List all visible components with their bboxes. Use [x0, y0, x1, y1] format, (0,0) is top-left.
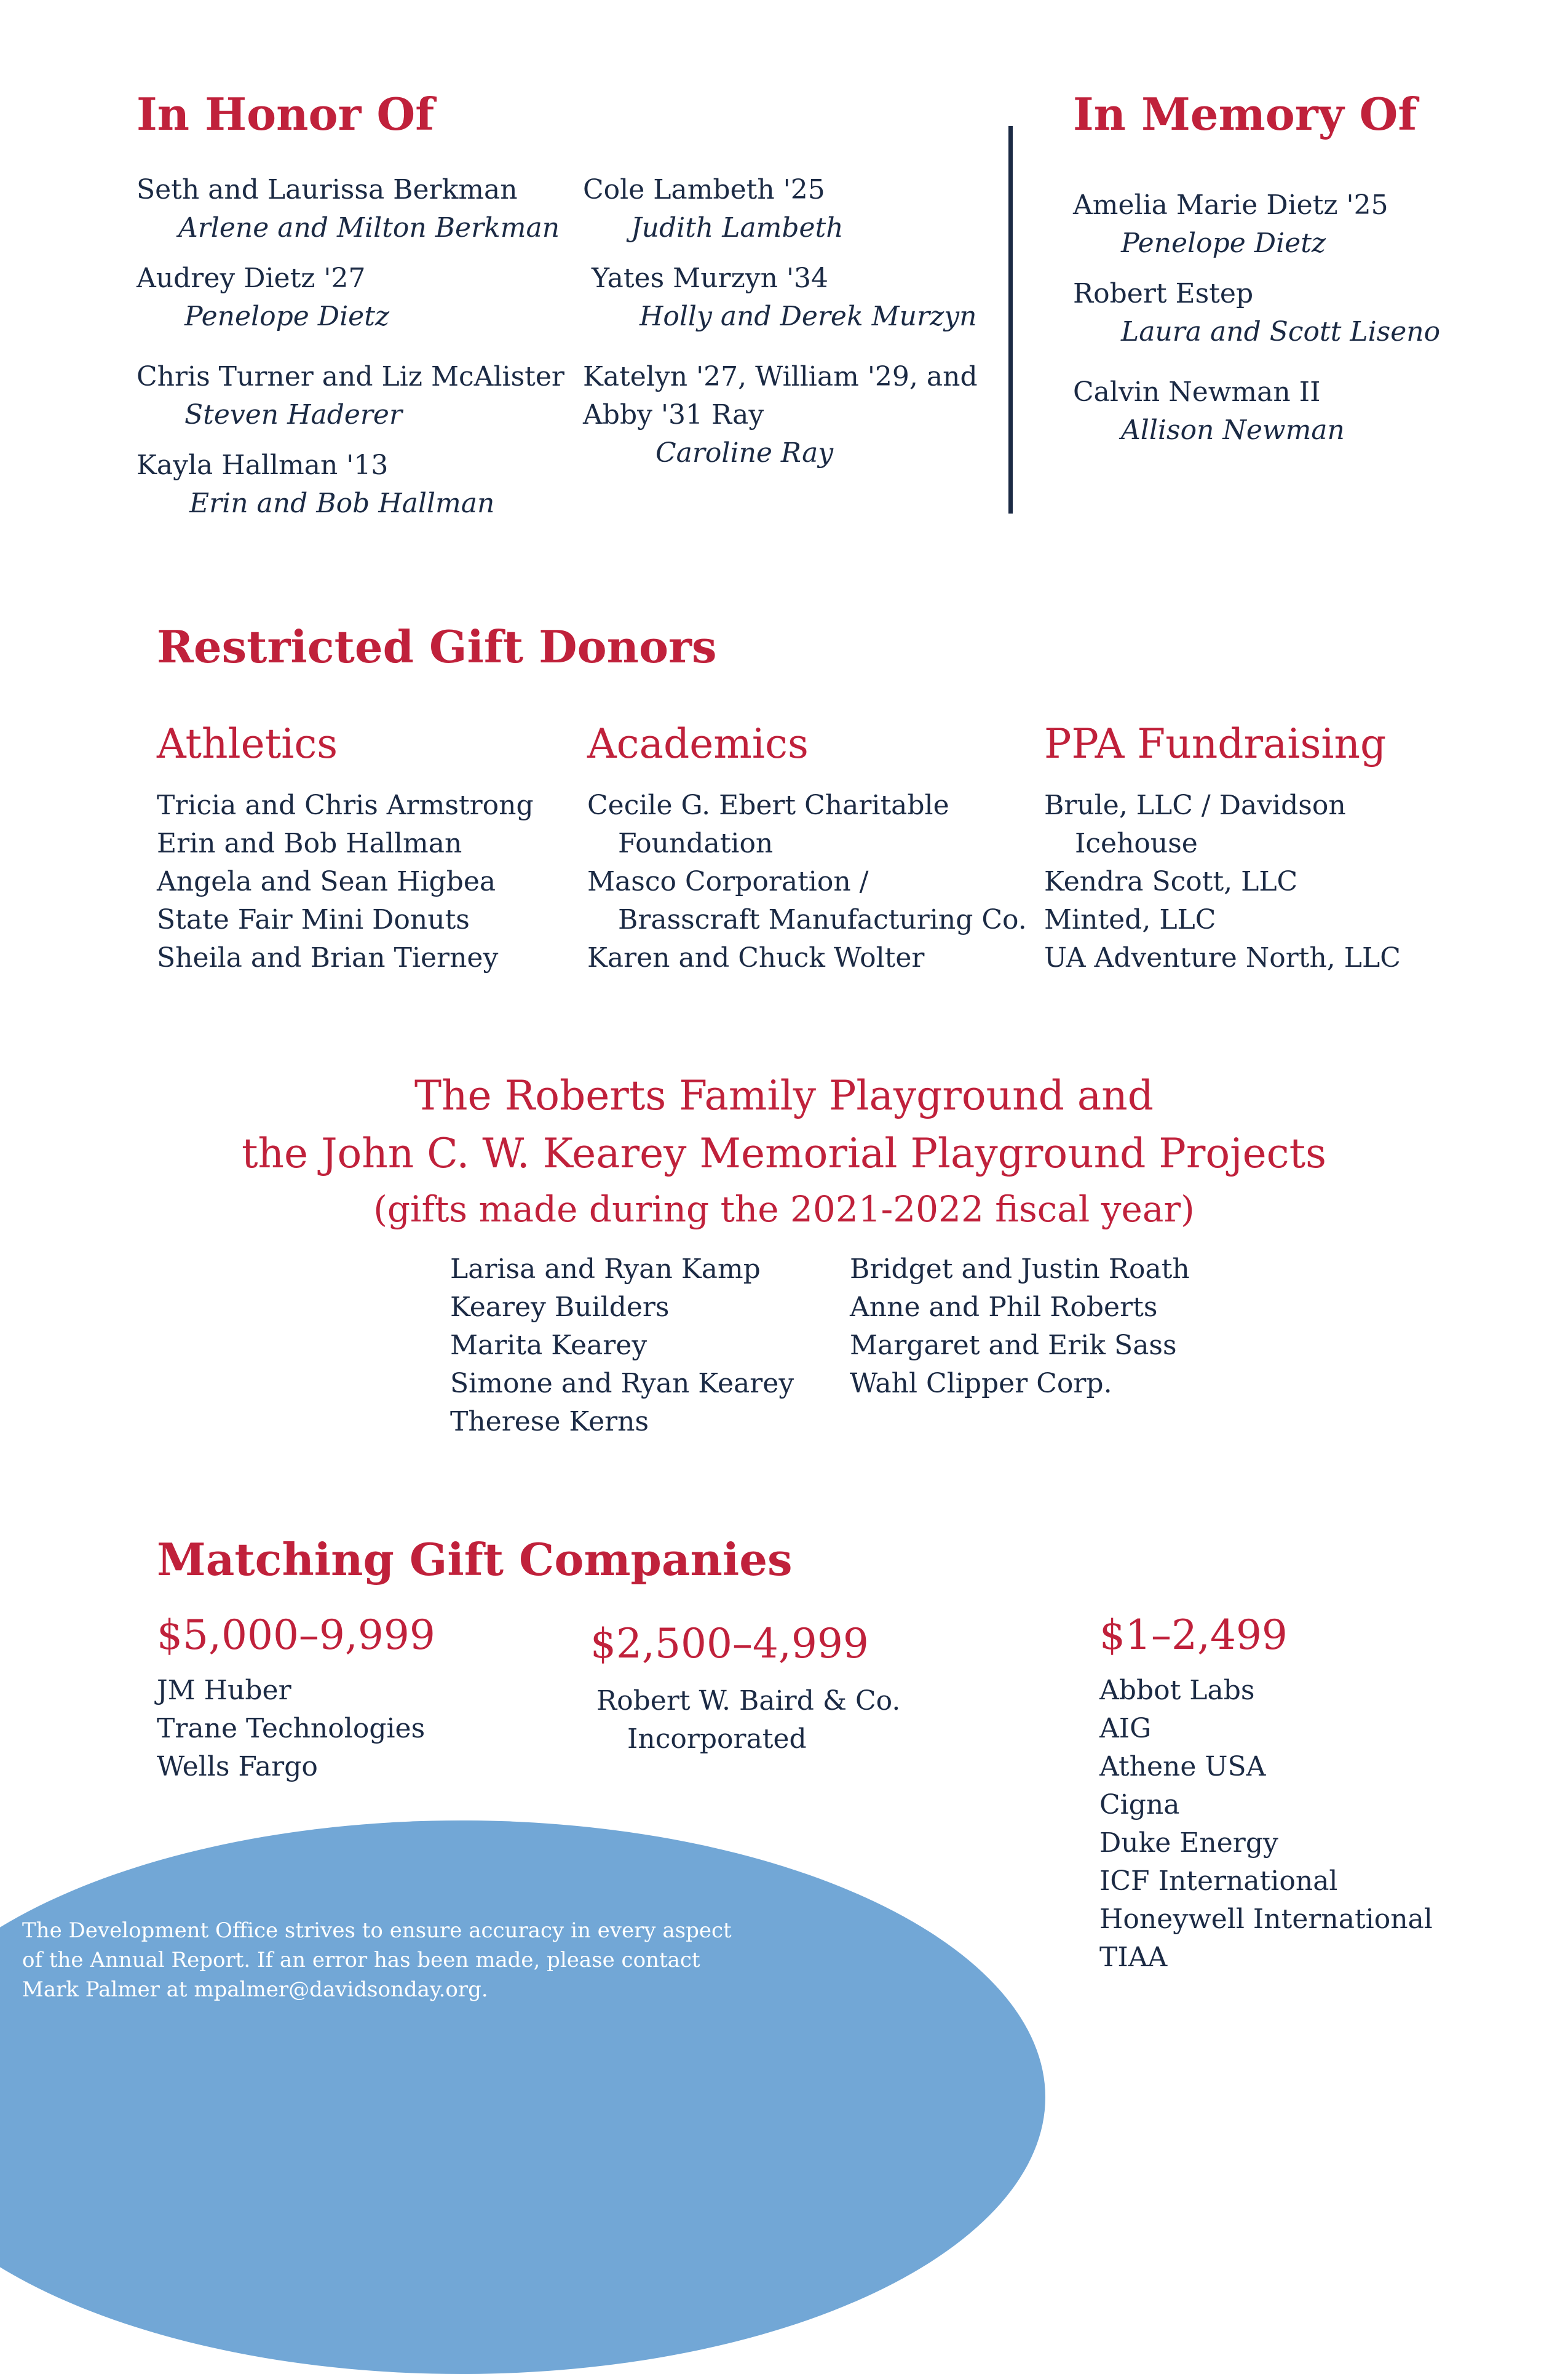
- honoree-name: Yates Murzyn '34: [592, 263, 829, 294]
- donor-name: Therese Kerns: [450, 1406, 649, 1437]
- remembered-by: Penelope Dietz: [1121, 228, 1326, 259]
- playground-title-line-2: the John C. W. Kearey Memorial Playground Projects: [242, 1130, 1326, 1177]
- memorial-name: Amelia Marie Dietz '25: [1073, 189, 1388, 221]
- company-name: Cigna: [1099, 1789, 1180, 1820]
- donor-name: Anne and Phil Roberts: [850, 1292, 1158, 1323]
- donor-name-cont: Brasscraft Manufacturing Co.: [618, 904, 1027, 935]
- academics-heading: Academics: [587, 720, 809, 768]
- playground-column-1: [450, 1250, 794, 1441]
- remembered-by: Allison Newman: [1121, 415, 1345, 446]
- donor-name: Simone and Ryan Kearey: [450, 1368, 794, 1399]
- memorial-name: Calvin Newman II: [1073, 376, 1321, 408]
- honor-heading: In Honor Of: [137, 88, 435, 140]
- tier-2-heading: $2,500–4,999: [590, 1620, 869, 1667]
- donor-name-cont: Foundation: [618, 828, 774, 859]
- donor-name: Marita Kearey: [450, 1330, 647, 1361]
- company-name-cont: Incorporated: [627, 1723, 807, 1755]
- donor-name: Kearey Builders: [450, 1292, 670, 1323]
- donor-name: Brule, LLC / Davidson: [1044, 790, 1346, 821]
- donor-name: Sheila and Brian Tierney: [157, 942, 499, 974]
- honored-by: Holly and Derek Murzyn: [639, 301, 977, 332]
- athletics-list: [157, 787, 534, 977]
- company-name: AIG: [1099, 1713, 1152, 1744]
- restricted-heading: Restricted Gift Donors: [157, 621, 717, 673]
- ppa-list: [1044, 787, 1401, 977]
- section-divider: [1008, 126, 1013, 514]
- honor-column-2: [583, 171, 978, 472]
- honor-column-1: [137, 171, 564, 523]
- matching-heading: Matching Gift Companies: [157, 1533, 793, 1586]
- donor-name: Bridget and Justin Roath: [850, 1253, 1190, 1285]
- company-name: Wells Fargo: [157, 1751, 318, 1782]
- playground-heading: [0, 1067, 1568, 1236]
- donor-name: Masco Corporation /: [587, 866, 869, 897]
- donor-name: Tricia and Chris Armstrong: [157, 790, 534, 821]
- honoree-name: Cole Lambeth '25: [583, 174, 825, 205]
- donor-name: Cecile G. Ebert Charitable: [587, 790, 949, 821]
- donor-name: Wahl Clipper Corp.: [850, 1368, 1112, 1399]
- footer-line-2: of the Annual Report. If an error has been made, please contact: [22, 1948, 700, 1972]
- memory-list: [1073, 186, 1440, 450]
- donor-name-cont: Icehouse: [1075, 828, 1198, 859]
- tier-2-list: [596, 1682, 900, 1758]
- honoree-name-cont: Abby '31 Ray: [583, 399, 764, 431]
- company-name: Trane Technologies: [157, 1713, 426, 1744]
- honoree-name: Katelyn '27, William '29, and: [583, 361, 978, 392]
- donor-name: Karen and Chuck Wolter: [587, 942, 925, 974]
- donor-name: State Fair Mini Donuts: [157, 904, 470, 935]
- footer-line-3: Mark Palmer at mpalmer@davidsonday.org.: [22, 1977, 488, 2002]
- company-name: TIAA: [1099, 1942, 1168, 1973]
- company-name: Abbot Labs: [1099, 1675, 1255, 1706]
- footer-note: [22, 1916, 732, 2004]
- honored-by: Judith Lambeth: [631, 212, 844, 244]
- tier-1-list: [157, 1672, 425, 1786]
- company-name: Duke Energy: [1099, 1827, 1278, 1859]
- company-name: Athene USA: [1099, 1751, 1266, 1782]
- donor-name: UA Adventure North, LLC: [1044, 942, 1401, 974]
- donor-name: Angela and Sean Higbea: [157, 866, 496, 897]
- honoree-name: Audrey Dietz '27: [137, 263, 366, 294]
- tier-3-list: [1099, 1672, 1433, 1977]
- athletics-heading: Athletics: [157, 720, 338, 768]
- honoree-name: Kayla Hallman '13: [137, 450, 389, 481]
- memory-heading: In Memory Of: [1073, 88, 1417, 140]
- company-name: JM Huber: [157, 1675, 291, 1706]
- memorial-name: Robert Estep: [1073, 278, 1254, 309]
- playground-subtitle: (gifts made during the 2021-2022 fiscal year): [373, 1188, 1195, 1230]
- remembered-by: Laura and Scott Liseno: [1121, 316, 1441, 347]
- donor-name: Erin and Bob Hallman: [157, 828, 462, 859]
- tier-3-heading: $1–2,499: [1099, 1611, 1288, 1659]
- donor-name: Minted, LLC: [1044, 904, 1216, 935]
- company-name: Honeywell International: [1099, 1904, 1433, 1935]
- footer-wave: [0, 1820, 1045, 2374]
- donor-name: Larisa and Ryan Kamp: [450, 1253, 761, 1285]
- honored-by: Arlene and Milton Berkman: [178, 212, 560, 244]
- honoree-name: Seth and Laurissa Berkman: [137, 174, 518, 205]
- honored-by: Steven Haderer: [184, 399, 402, 431]
- donor-name: Kendra Scott, LLC: [1044, 866, 1298, 897]
- playground-column-2: [850, 1250, 1190, 1403]
- company-name: ICF International: [1099, 1865, 1338, 1897]
- honored-by: Penelope Dietz: [184, 301, 390, 332]
- academics-list: [587, 787, 1027, 977]
- honored-by: Erin and Bob Hallman: [189, 488, 495, 519]
- playground-title-line-1: The Roberts Family Playground and: [414, 1072, 1154, 1119]
- donor-name: Margaret and Erik Sass: [850, 1330, 1177, 1361]
- honoree-name: Chris Turner and Liz McAlister: [137, 361, 564, 392]
- ppa-heading: PPA Fundraising: [1044, 720, 1387, 768]
- footer-line-1: The Development Office strives to ensure accuracy in every aspect: [22, 1918, 732, 1943]
- honored-by: Caroline Ray: [655, 437, 834, 469]
- company-name: Robert W. Baird & Co.: [596, 1685, 901, 1717]
- tier-1-heading: $5,000–9,999: [157, 1611, 435, 1659]
